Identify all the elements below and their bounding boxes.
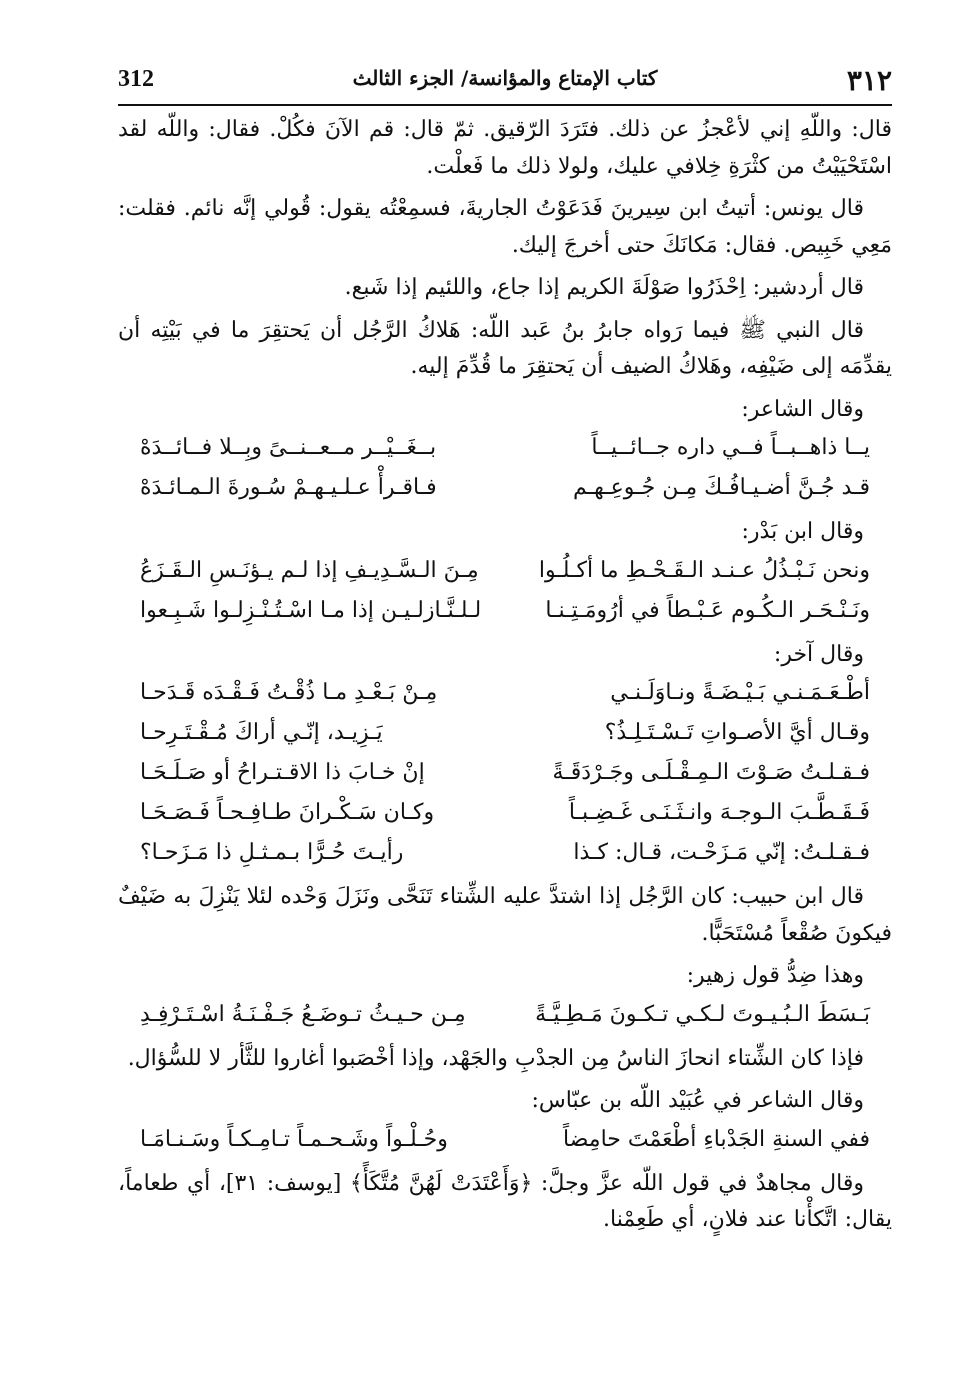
verse-second-hemistich: وحُـلْـواً وشَـحـمـاً تـامِـكـاً وسَـنـامَـا bbox=[140, 1126, 448, 1152]
verse-first-hemistich: قـد جُـنَّ أضـيـافُـكَ مِـن جُـوعِـهـم bbox=[573, 475, 870, 500]
verse-second-hemistich: يَـزِيـد، إنّـي أراكَ مُـقْـتَـرِحـا bbox=[140, 720, 383, 745]
verse-line bbox=[118, 428, 892, 468]
header-rule bbox=[118, 104, 892, 106]
verse-line bbox=[118, 591, 892, 631]
verse-first-hemistich: أطْـعَـمَـنـي بَـيْـضَـةً ونـاوَلَـنـي bbox=[610, 680, 870, 705]
verse-second-hemistich: بــغَــيْــر مــعــنــىً وبِــلا فــائــدَهْ bbox=[140, 435, 437, 460]
paragraph: قال النبي ﷺ فيما رَواه جابرُ بنُ عَبد اللّه: هَلاكُ الرَّجُل أن يَحتقِرَ ما في بَيْتِه أن يقدِّمَه إلى ضَيْفِه، وهَلاكُ الضيف أن يَحتقِرَ ما قُدِّمَ إليه. bbox=[118, 317, 892, 379]
verse-line bbox=[118, 468, 892, 508]
verse-introduction: وقال آخر: bbox=[773, 641, 864, 667]
verse-line bbox=[118, 793, 892, 833]
running-title: كتاب الإمتاع والمؤانسة/ الجزء الثالث bbox=[352, 66, 658, 90]
verse-line bbox=[118, 1120, 892, 1160]
page-number-arabic: ٣١٢ bbox=[846, 64, 892, 97]
verse-first-hemistich: يــا ذاهــبــاً فــي داره جــائــيــاً bbox=[591, 435, 870, 460]
verse-line bbox=[118, 753, 892, 793]
verse-second-hemistich: فـاقـرأْ عـلـيـهـمْ سُـورةَ الـمـائـدَهْ bbox=[140, 475, 437, 500]
verse-first-hemistich: ونحن نَـبْـذُلُ عـنـد الـقَـحْـطِ ما أكـلُـوا bbox=[538, 557, 870, 583]
verse-first-hemistich: بَـسَطَ الـبُـيـوتَ لـكـي تـكـونَ مَـطِـيَّـةً bbox=[535, 1001, 870, 1027]
verse-second-hemistich: رأيـتَ حُـرًّا بـمـثـلِ ذا مَـزَحـا؟ bbox=[140, 840, 404, 865]
verse-line bbox=[118, 995, 892, 1035]
verse-introduction: وقال الشاعر: bbox=[741, 396, 864, 422]
paragraph: قال يونس: أتيتُ ابن سِيرينَ فَدَعَوْتُ الجاريةَ، فسمِعْتُه يقول: قُولي إنَّه نائم. فقلت: مَعِي خَبِيص. فقال: مَكانَكَ حتى أخرجَ إليك. bbox=[118, 196, 892, 258]
verse-line bbox=[118, 833, 892, 873]
verse-first-hemistich: وقـال أيَّ الأصـواتِ تَـسْـتَـلِـذُ؟ bbox=[604, 720, 870, 745]
verse-introduction: وقال الشاعر في عُبَيْد اللّه بن عبّاس: bbox=[531, 1088, 864, 1113]
paragraph: قال: واللّهِ إني لأعْجزُ عن ذلك. فتَرَدَ الرّقيق. ثمّ قال: قم الآنَ فكُلْ. فقال: واللّه لقد اسْتَحْيَيْتُ من كثْرَةِ خِلافي عليك، ولولا ذلك ما فَعلْت. bbox=[118, 117, 892, 179]
verse-first-hemistich: ونَـنْـحَـر الـكُـوم عَـبْـطاً في أرُومَـتِـنـا bbox=[545, 597, 870, 623]
verse-first-hemistich: ففي السنةِ الجَدْباءِ أطْعَمْتَ حامِضاً bbox=[563, 1126, 870, 1152]
verse-line bbox=[118, 673, 892, 713]
verse-first-hemistich: فـقـلـتُ: إنّي مَـزَحْـت، قـال: كـذا bbox=[573, 840, 870, 865]
verse-first-hemistich: فَـقَـطَّـبَ الـوجـهَ وانـثَـنَـى غَـضِـبـاً bbox=[568, 800, 870, 825]
verse-line bbox=[118, 713, 892, 753]
verse-introduction: وهذا ضِدُّ قول زهير: bbox=[686, 963, 864, 988]
paragraph: قال أردشير: اِحْذَرُوا صَوْلَةَ الكريم إذا جاع، واللئيم إذا شَبع. bbox=[344, 275, 864, 300]
verse-introduction: وقال ابن بَدْر: bbox=[741, 519, 864, 544]
verse-first-hemistich: فـقـلـتُ صَـوْتَ الـمِـقْـلَـى وجَـرْدَقَـةً bbox=[552, 760, 870, 785]
verse-second-hemistich: مِـنْ بَـعْـدِ مـا ذُقْـتُ فَـقْـدَه قَـدَحـا bbox=[140, 680, 438, 705]
page-header bbox=[118, 62, 892, 102]
paragraph: فإذا كان الشِّتاء انحازَ الناسُ مِن الجدْبِ والجَهْد، وإذا أخْصَبوا أغاروا للثَّأر لا للسُّؤال. bbox=[127, 1045, 864, 1071]
verse-second-hemistich: وكـان سَـكْـرانَ طـافِـحـاً فَـصَـحَـا bbox=[140, 800, 435, 825]
paragraph: قال ابن حبيب: كان الرَّجُل إذا اشتدَّ عليه الشِّتاء تَنَحَّى ونَزَلَ وَحْده لئلا يَنْزِلَ به ضَيْفٌ فيكونَ صُقْعاً مُسْتَحَبًّا. bbox=[118, 884, 892, 946]
verse-second-hemistich: مِـنَ الـسَّـدِيـفِ إذا لـم يـؤنَـسِ الـقَـزَعُ bbox=[140, 557, 479, 583]
page-number-latin: 312 bbox=[118, 66, 154, 92]
page-body bbox=[118, 112, 892, 1239]
verse-second-hemistich: إنْ خـابَ ذا الاقـتـراحُ أو صَـلَـحَـا bbox=[140, 760, 425, 785]
verse-second-hemistich: مِـن حـيـثُ تـوضَـعُ جَـفْـنَـةُ اسْـتَـرْفِـدِ bbox=[140, 1001, 466, 1027]
verse-line bbox=[118, 551, 892, 591]
paragraph: وقال مجاهدٌ في قول اللّه عزَّ وجلَّ: ﴿وَأَعْتَدَتْ لَهُنَّ مُتَّكَأً﴾ [يوسف: ٣١]، أي طعاماً، يقال: اتَّكأْنا عند فلانٍ، أي طَعِمْنا. bbox=[118, 1170, 892, 1232]
verse-second-hemistich: لـلـنَّـازلـيـن إذا مـا اسْـتُـنْـزِلـوا شَـبِـعوا bbox=[140, 597, 482, 623]
